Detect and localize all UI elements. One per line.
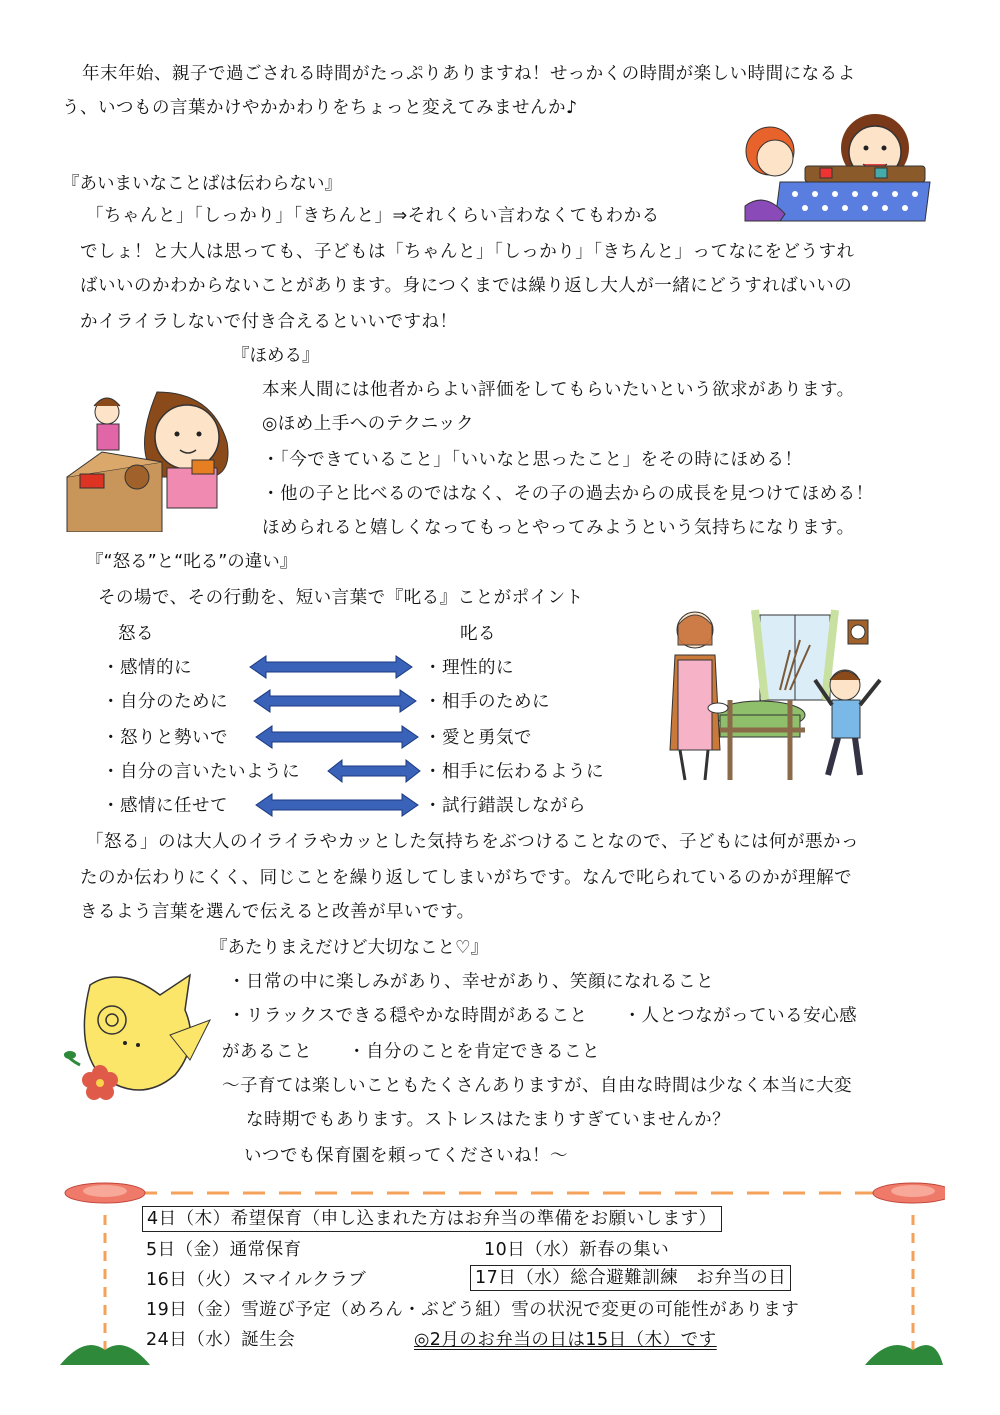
section2-line-4: ・他の子と比べるのではなく、その子の過去からの成長を見つけてほめる！	[262, 484, 874, 504]
anger-column-header: 怒る	[118, 624, 154, 644]
scold-item: ・相手に伝わるように	[424, 762, 604, 782]
section3-after-line-3: きるよう言葉を選んで伝えると改善が早いです。	[80, 902, 475, 922]
schedule-row-2b: 10日（水）新春の集い	[484, 1240, 670, 1260]
section2-line-1: 本来人間には他者からよい評価をしてもらいたいという欲求があります。	[262, 380, 855, 400]
anger-item: ・感情に任せて	[102, 796, 228, 816]
double-arrow-icon	[254, 724, 420, 750]
scold-item: ・相手のために	[424, 692, 550, 712]
section3-heading: 『“怒る”と“叱る”の違い』	[86, 552, 298, 572]
flower-icon	[65, 1183, 145, 1203]
flower-icon	[873, 1183, 945, 1203]
mealtime-illustration	[660, 600, 900, 785]
section4-line-2: ・リラックスできる穏やかな時間があること ・人とつながっている安心感	[228, 1006, 858, 1026]
schedule-row-2a: 5日（金）通常保育	[146, 1240, 302, 1260]
schedule-row-5b: ◎2月のお弁当の日は15日（木）です	[414, 1330, 717, 1350]
section2-line-3: ・「今できていること」「いいなと思ったこと」をその時にほめる！	[262, 450, 803, 470]
section1-line-3: ばいいのかわからないことがあります。身につくまでは繰り返し大人が一緒にどうすればいいの	[80, 276, 853, 296]
scold-item: ・試行錯誤しながら	[424, 796, 586, 816]
section1-heading: 『あいまいなことばは伝わらない』	[62, 174, 342, 194]
section1-line-4: かイライラしないで付き合えるといいですね！	[80, 312, 458, 332]
scold-item: ・理性的に	[424, 658, 514, 678]
section2-line-5: ほめられると嬉しくなってもっとやってみようという気持ちになります。	[262, 518, 855, 538]
section2-heading: 『ほめる』	[232, 346, 320, 366]
intro-line-2: う、いつもの言葉かけやかかわりをちょっと変えてみませんか♪	[62, 98, 578, 118]
anger-item: ・自分のために	[102, 692, 228, 712]
schedule-row-4: 19日（金）雪遊び予定（めろん・ぶどう組）雪の状況で変更の可能性があります	[146, 1300, 800, 1320]
section1-line-2: でしょ！と大人は思っても、子どもは「ちゃんと」「しっかり」「きちんと」ってなにをどうすれ	[80, 242, 855, 262]
section4-line-5: な時期でもあります。ストレスはたまりすぎていませんか？	[246, 1110, 731, 1130]
schedule-row-3b: 17日（水）総合避難訓練 お弁当の日	[470, 1265, 791, 1291]
anger-item: ・怒りと勢いで	[102, 728, 228, 748]
section3-after-line-1: 「怒る」のは大人のイライラやカッとした気持ちをぶつけることなので、子どもには何が悪かっ	[86, 832, 859, 852]
schedule-row-3a: 16日（火）スマイルクラブ	[146, 1270, 367, 1290]
anger-item: ・自分の言いたいように	[102, 762, 300, 782]
section4-line-1: ・日常の中に楽しみがあり、幸せがあり、笑顔になれること	[228, 972, 714, 992]
schedule-row-5a: 24日（水）誕生会	[146, 1330, 296, 1350]
scold-item: ・愛と勇気で	[424, 728, 532, 748]
intro-line-1: 年末年始、親子で過ごされる時間がたっぷりありますね！せっかくの時間が楽しい時間になるよ	[82, 64, 856, 84]
section4-line-4: ～子育ては楽しいこともたくさんありますが、自由な時間は少なく本当に大変	[222, 1076, 852, 1096]
bird-with-flower-illustration	[60, 965, 220, 1115]
double-arrow-icon	[326, 758, 422, 784]
girl-with-toys-illustration	[62, 382, 242, 532]
section4-line-3: があること ・自分のことを肯定できること	[222, 1042, 600, 1062]
schedule-row-1: 4日（木）希望保育（申し込まれた方はお弁当の準備をお願いします）	[142, 1206, 722, 1232]
section4-line-6: いつでも保育園を頼ってくださいね！～	[244, 1146, 568, 1166]
section4-heading: 『あたりまえだけど大切なこと♡』	[210, 938, 489, 958]
section3-after-line-2: たのか伝わりにくく、同じことを繰り返してしまいがちです。なんで叱られているのかが理解で	[80, 868, 853, 888]
section3-intro: その場で、その行動を、短い言葉で『叱る』ことがポイント	[98, 588, 584, 608]
double-arrow-icon	[252, 688, 418, 714]
scold-column-header: 叱る	[460, 624, 496, 644]
double-arrow-icon	[254, 792, 420, 818]
anger-item: ・感情的に	[102, 658, 192, 678]
double-arrow-icon	[248, 654, 414, 680]
section1-line-1: 「ちゃんと」「しっかり」「きちんと」⇒それくらい言わなくてもわかる	[86, 206, 660, 226]
kotatsu-illustration	[725, 96, 935, 226]
section2-line-2: ◎ほめ上手へのテクニック	[262, 414, 475, 434]
